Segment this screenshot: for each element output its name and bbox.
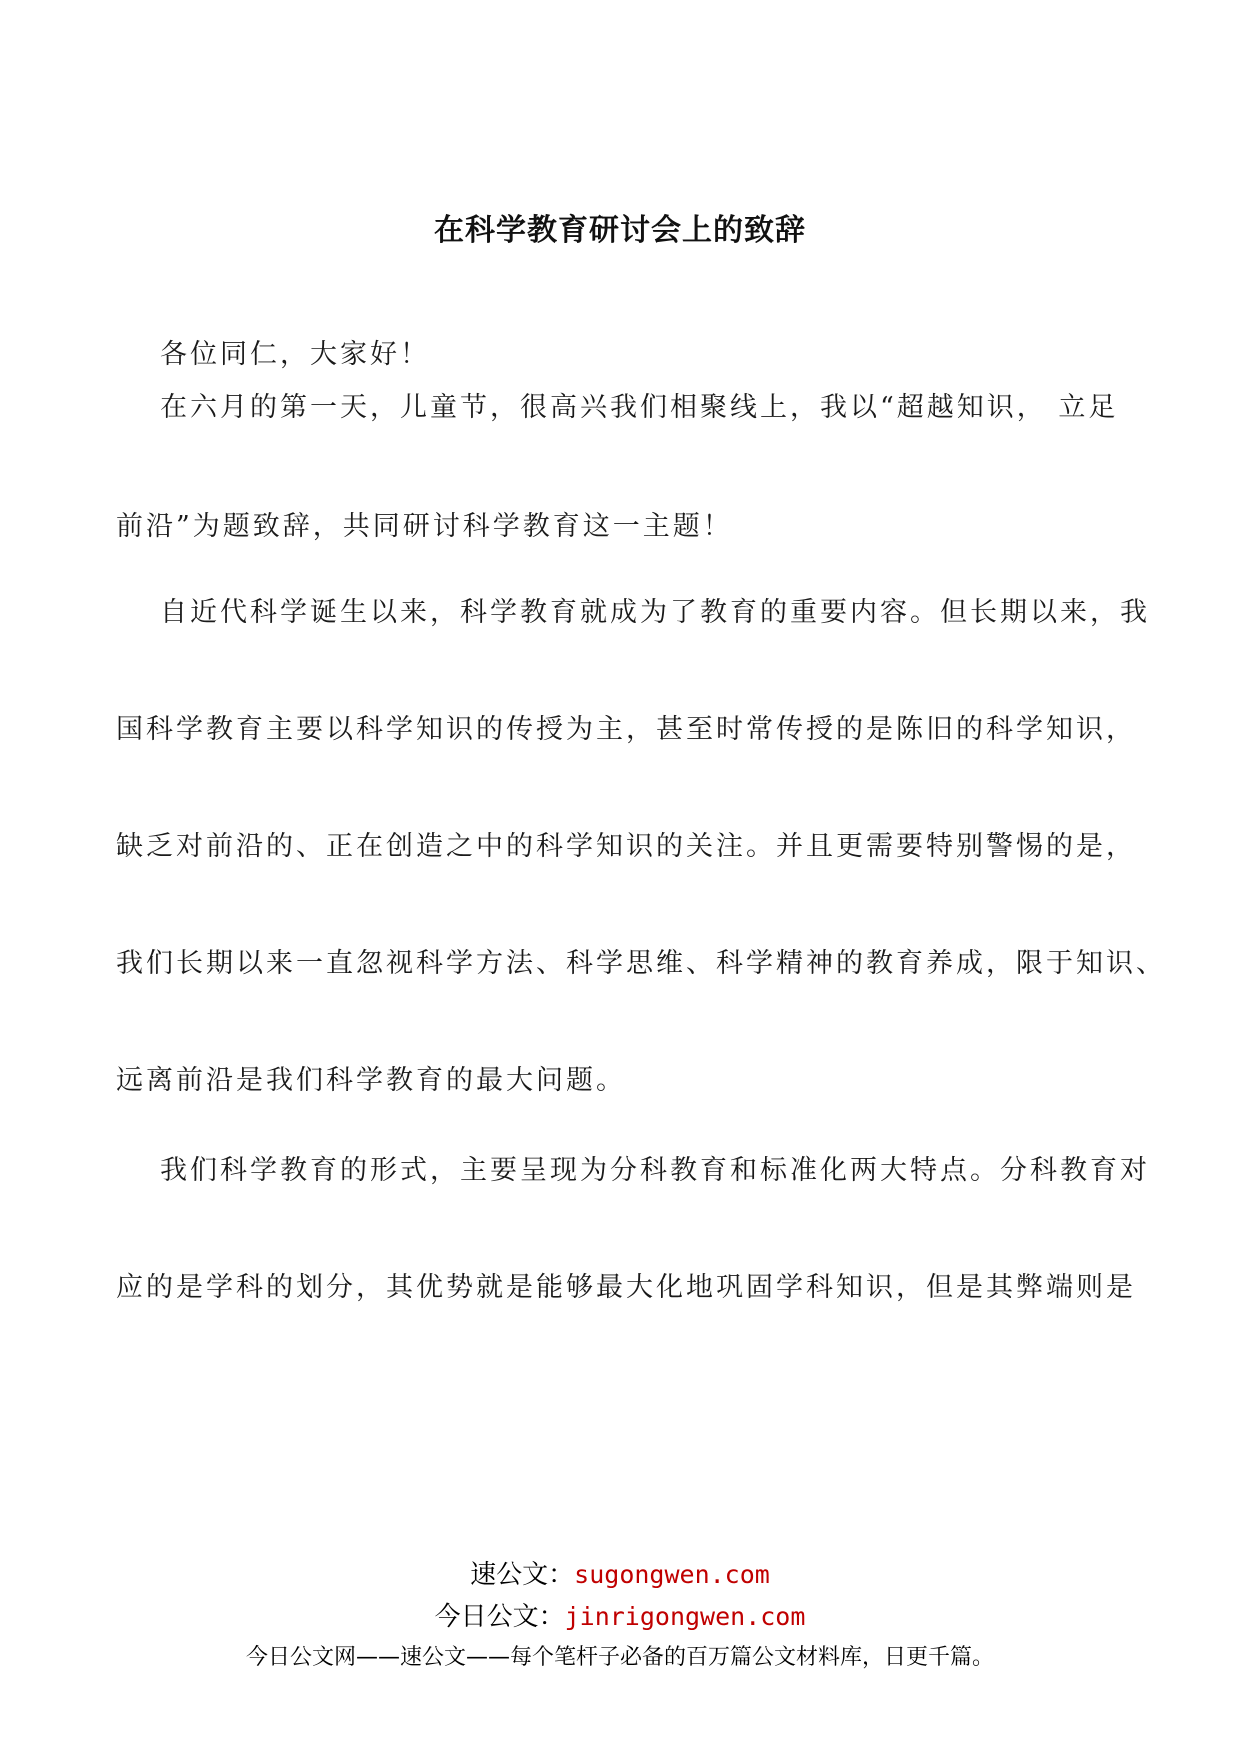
paragraph-line: 国科学教育主要以科学知识的传授为主，甚至时常传授的是陈旧的科学知识， (116, 714, 1136, 745)
paragraph-line: 在六月的第一天，儿童节，很高兴我们相聚线上，我以“超越知识， 立足 (160, 392, 1119, 423)
paragraph-line: 远离前沿是我们科学教育的最大问题。 (116, 1065, 626, 1096)
paragraph-line: 自近代科学诞生以来，科学教育就成为了教育的重要内容。但长期以来，我 (160, 597, 1150, 628)
footer-site1-url[interactable]: sugongwen.com (574, 1560, 770, 1589)
footer-slogan: 今日公文网——速公文——每个笔杆子必备的百万篇公文材料库，日更千篇。 (245, 1645, 994, 1670)
footer-site1 (0, 1554, 1240, 1591)
paragraph-line: 缺乏对前沿的、正在创造之中的科学知识的关注。并且更需要特别警惕的是， (116, 831, 1136, 862)
footer-site2 (0, 1596, 1240, 1633)
paragraph-line: 我们科学教育的形式，主要呈现为分科教育和标准化两大特点。分科教育对 (160, 1155, 1150, 1186)
paragraph-line: 应的是学科的划分，其优势就是能够最大化地巩固学科知识，但是其弊端则是 (116, 1272, 1136, 1303)
footer-site2-url[interactable]: jinrigongwen.com (564, 1602, 806, 1631)
footer-site1-label: 速公文： (470, 1560, 575, 1590)
paragraph-line: 前沿”为题致辞，共同研讨科学教育这一主题！ (116, 511, 733, 542)
footer-site2-label: 今日公文： (434, 1602, 565, 1632)
paragraph-line: 我们长期以来一直忽视科学方法、科学思维、科学精神的教育养成，限于知识、 (116, 948, 1166, 979)
document-title: 在科学教育研讨会上的致辞 (434, 213, 806, 248)
greeting-line: 各位同仁，大家好！ (160, 339, 430, 370)
